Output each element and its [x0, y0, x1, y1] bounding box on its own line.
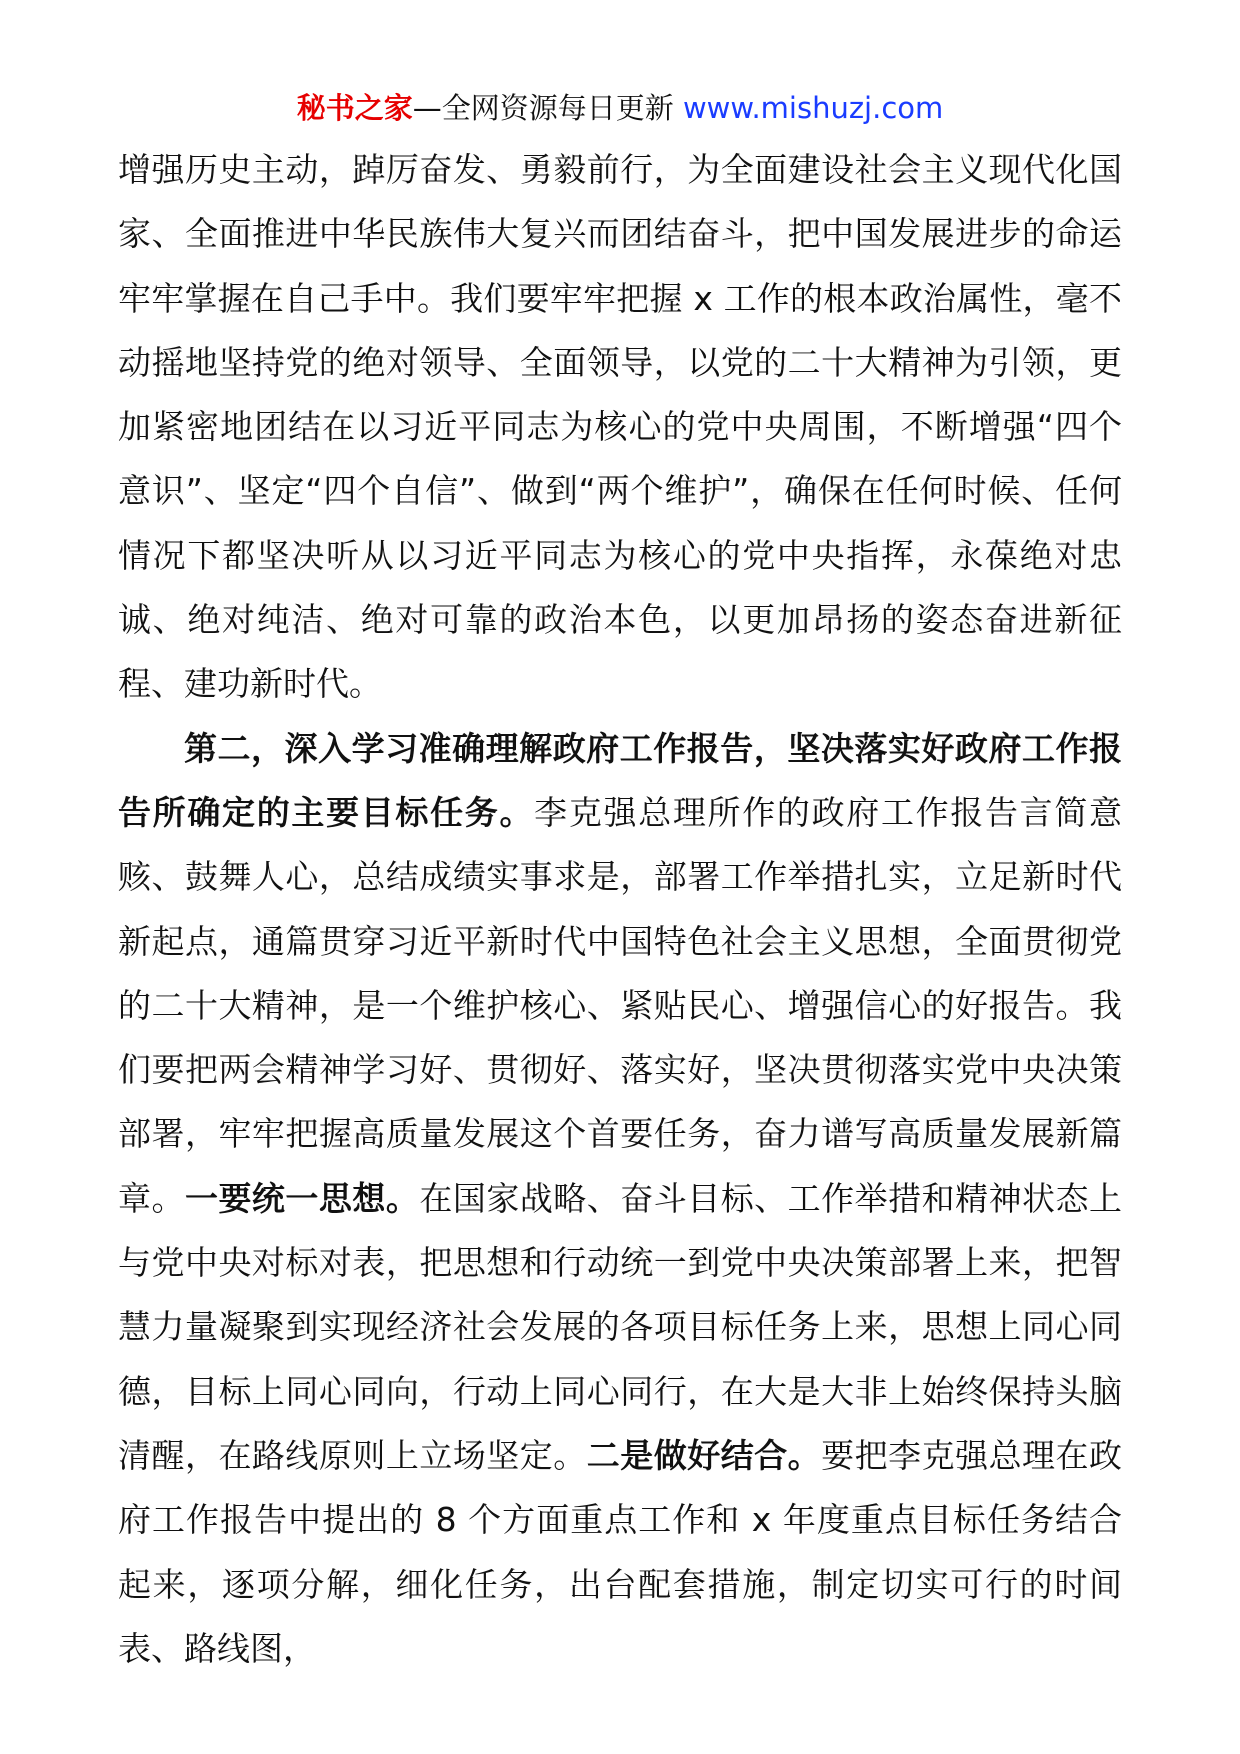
point-2-heading: 二是做好结合。 [586, 1435, 822, 1475]
paragraph-2-heading: 第二，深入学习准确理解政府工作报告，坚决落实好政府工作报告所确定的主要目标任务。 [118, 728, 1122, 832]
paragraph-1: 增强历史主动，踔厉奋发、勇毅前行，为全面建设社会主义现代化国家、全面推进中华民族伟大复兴而团结奋斗，把中国发展进步的命运牢牢掌握在自己手中。我们要牢牢把握 x 工作的根本政治属性，毫不动摇地坚持党的绝对领导、全面领导，以党的二十大精神为引领，更加紧密地团结在以习近平同志为核心的党中央周围，不断增强“四个意识”、坚定“四个自信”、做到“两个维护”，确保在任何时候、任何情况下都坚决听从以习近平同志为核心的党中央指挥，永葆绝对忠诚、绝对纯洁、绝对可靠的政治本色，以更加昂扬的姿态奋进新征程、建功新时代。 [118, 150, 1122, 704]
paragraph-2-text-2: 在国家战略、奋斗目标、工作举措和精神状态上与党中央对标对表，把思想和行动统一到党中央决策部署上来，把智慧力量凝聚到实现经济社会发展的各项目标任务上来，思想上同心同德，目标上同心同向，行动上同心同行，在大是大非上始终保持头脑清醒，在路线原则上立场坚定。 [118, 1178, 1123, 1475]
header-url[interactable]: www.mishuzj.com [682, 91, 944, 125]
paragraph-2 [118, 717, 1122, 1681]
header-tagline: —全网资源每日更新 [412, 91, 683, 125]
page-header [0, 86, 1240, 130]
point-1-heading: 一要统一思想。 [184, 1178, 420, 1218]
paragraph-2-text-3: 要把李克强总理在政府工作报告中提出的 8 个方面重点工作和 x 年度重点目标任务结合起来，逐项分解，细化任务，出台配套措施，制定切实可行的时间表、路线图， [118, 1435, 1123, 1668]
header-brand: 秘书之家 [296, 91, 413, 125]
document-body [118, 138, 1122, 1681]
paragraph-2-text-1: 李克强总理所作的政府工作报告言简意赅、鼓舞人心，总结成绩实事求是，部署工作举措扎实，立足新时代新起点，通篇贯穿习近平新时代中国特色社会主义思想，全面贯彻党的二十大精神，是一个维护核心、紧贴民心、增强信心的好报告。我们要把两会精神学习好、贯彻好、落实好，坚决贯彻落实党中央决策部署，牢牢把握高质量发展这个首要任务，奋力谱写高质量发展新篇章。 [118, 792, 1123, 1218]
